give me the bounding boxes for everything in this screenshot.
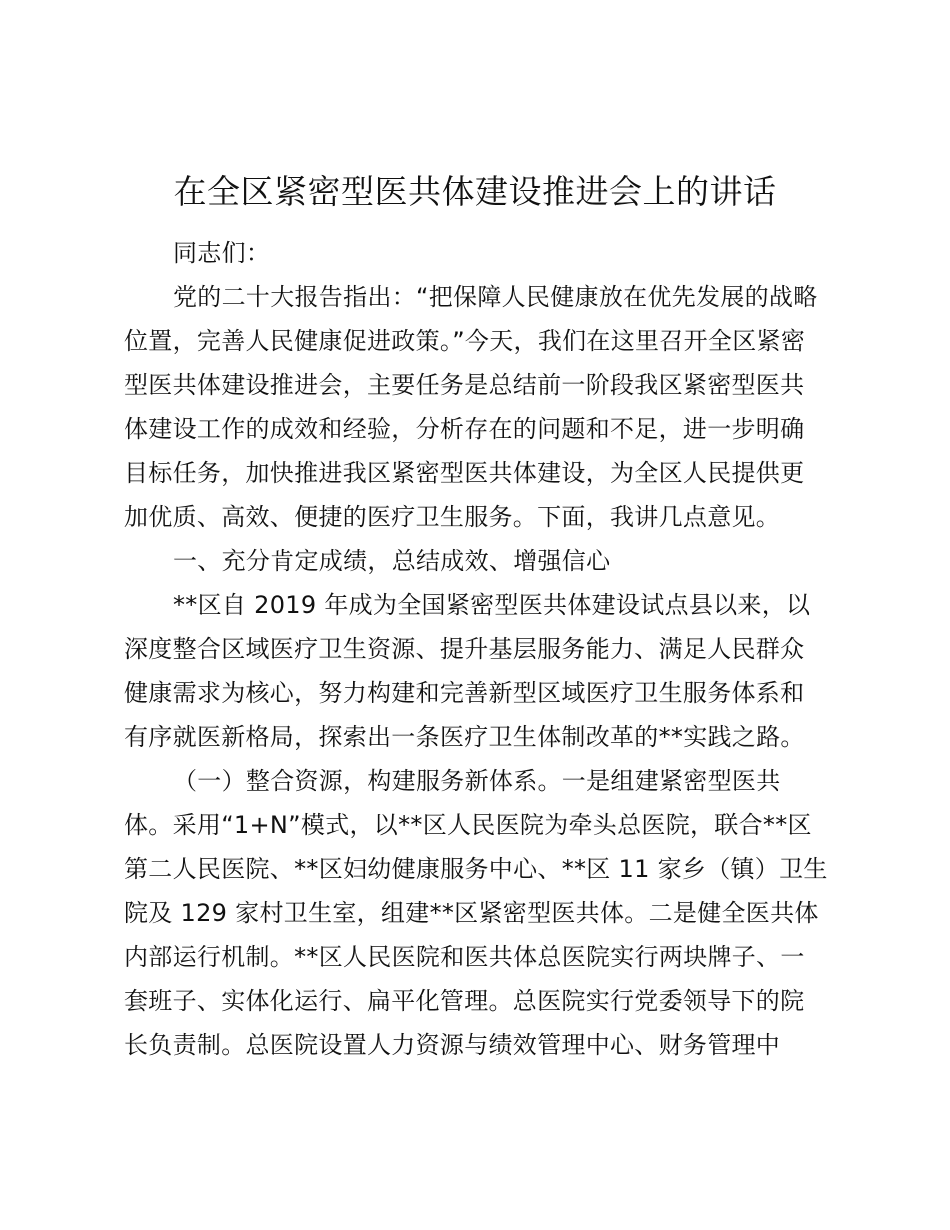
text-line: 加优质、高效、便捷的医疗卫生服务。下面，我讲几点意见。 — [124, 503, 781, 531]
text-line: 长负责制。总医院设置人力资源与绩效管理中心、财务管理中 — [124, 1031, 781, 1059]
text-line: 第二人民医院、**区妇幼健康服务中心、**区 11 家乡（镇）卫生 — [124, 855, 828, 883]
text-line: （一）整合资源，构建服务新体系。一是组建紧密型医共 — [173, 767, 781, 795]
text-line: 党的二十大报告指出：“把保障人民健康放在优先发展的战略 — [173, 283, 818, 311]
text-line: **区自 2019 年成为全国紧密型医共体建设试点县以来，以 — [173, 591, 811, 619]
text-line: 位置，完善人民健康促进政策。”今天，我们在这里召开全区紧密 — [124, 327, 806, 355]
text-line: 健康需求为核心，努力构建和完善新型区域医疗卫生服务体系和 — [124, 679, 805, 707]
text-line: 目标任务，加快推进我区紧密型医共体建设，为全区人民提供更 — [124, 459, 805, 487]
text-line: 一、充分肯定成绩，总结成效、增强信心 — [173, 547, 611, 575]
text-line: 体建设工作的成效和经验，分析存在的问题和不足，进一步明确 — [124, 415, 805, 443]
text-line: 套班子、实体化运行、扁平化管理。总医院实行党委领导下的院 — [124, 987, 805, 1015]
text-line: 深度整合区域医疗卫生资源、提升基层服务能力、满足人民群众 — [124, 635, 805, 663]
text-line: 内部运行机制。**区人民医院和医共体总医院实行两块牌子、一 — [124, 943, 805, 971]
text-line: 体。采用“1+N”模式，以**区人民医院为牵头总医院，联合**区 — [124, 811, 812, 839]
document-body — [124, 231, 834, 1067]
document-title: 在全区紧密型医共体建设推进会上的讲话 — [173, 172, 777, 211]
text-line: 院及 129 家村卫生室，组建**区紧密型医共体。二是健全医共体 — [124, 899, 819, 927]
text-line: 同志们： — [173, 239, 271, 267]
text-line: 有序就医新格局，探索出一条医疗卫生体制改革的**实践之路。 — [124, 723, 805, 751]
text-line: 型医共体建设推进会，主要任务是总结前一阶段我区紧密型医共 — [124, 371, 805, 399]
